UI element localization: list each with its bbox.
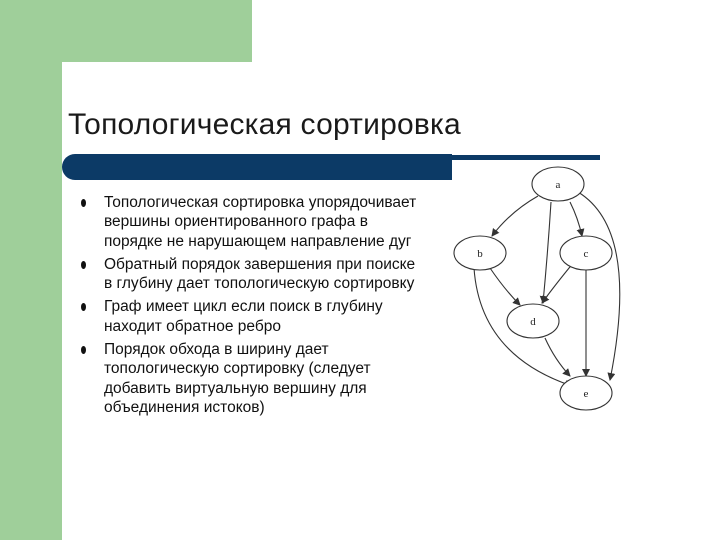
bullet-text: Порядок обхода в ширину дает топологическую сортировку (следует добавить виртуальную вершину для объединения истоков) (104, 341, 371, 416)
bullet-item (78, 340, 423, 417)
green-left-band (0, 0, 62, 540)
edge-b-d (490, 268, 520, 305)
edge-a-c (570, 202, 582, 236)
bullet-item (78, 297, 423, 336)
bullet-text: Обратный порядок завершения при поиске в глубину дает топологическую сортировку (104, 255, 416, 293)
bullet-list (78, 193, 423, 421)
graph-labels (477, 179, 588, 400)
bullet-dot-icon (81, 199, 86, 207)
edge-c-d (542, 262, 574, 303)
bullet-item (78, 193, 423, 251)
graph-edges (474, 192, 620, 386)
node-label-e: e (583, 388, 589, 400)
edge-a-e (578, 192, 620, 380)
bullet-dot-icon (81, 261, 86, 269)
graph-diagram (440, 160, 640, 420)
bullet-text: Топологическая сортировка упорядочивает вершины ориентированного графа в порядке не нарушающем направление дуг (104, 194, 417, 250)
node-label-c: c (583, 248, 589, 260)
node-label-a: a (555, 179, 561, 191)
node-label-d: d (530, 316, 536, 328)
edge-a-d (543, 202, 551, 303)
node-label-b: b (477, 248, 483, 260)
bullet-dot-icon (81, 303, 86, 311)
bullet-text: Граф имеет цикл если поиск в глубину находит обратное ребро (104, 298, 383, 335)
edge-d-e (545, 338, 570, 376)
edge-a-b (492, 196, 538, 236)
graph-nodes (454, 167, 612, 410)
bullet-item (78, 255, 423, 294)
title-underline-bar (62, 154, 452, 180)
bullet-dot-icon (81, 346, 86, 354)
slide-title: Топологическая сортировка (68, 108, 461, 141)
